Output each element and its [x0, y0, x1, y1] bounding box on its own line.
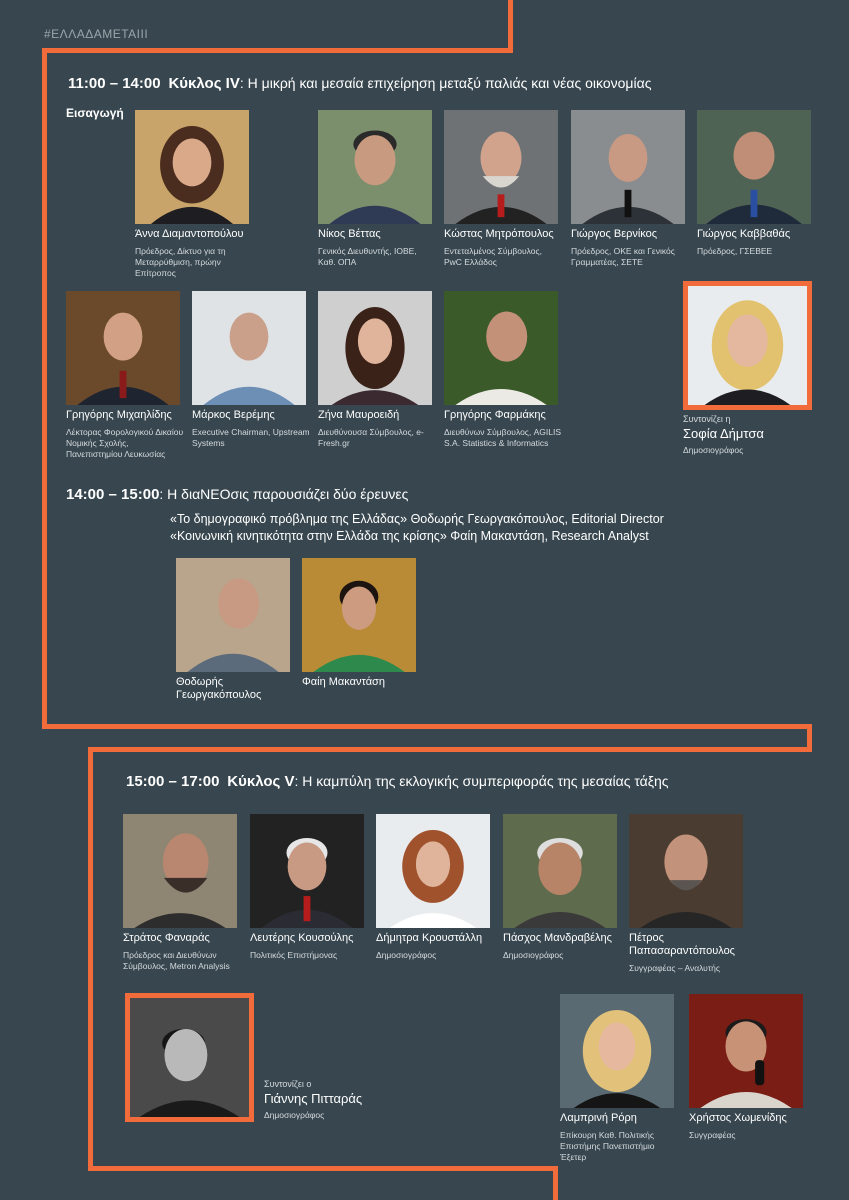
speaker-card: [302, 558, 420, 689]
speaker-photo: [689, 994, 803, 1108]
survey-time: 14:00 – 15:00: [66, 486, 160, 503]
speaker-name: Πέτρος Παπασαραντόπουλος: [629, 932, 735, 957]
speaker-card: [123, 814, 241, 972]
speaker-photo: [560, 994, 674, 1108]
speaker-role: Διευθύνουσα Σύμβουλος, e-Fresh.gr: [318, 427, 424, 448]
speaker-photo: [629, 814, 743, 928]
speaker-card: [318, 291, 436, 449]
moderator-info: [683, 414, 764, 455]
frame-bottom-vertical: [553, 1166, 558, 1200]
speaker-photo: [376, 814, 490, 928]
speaker-card: [689, 994, 807, 1141]
speaker-name: Λευτέρης Κουσούλης: [250, 932, 354, 944]
speaker-name: Πάσχος Μανδραβέλης: [503, 932, 612, 944]
moderator-role: Δημοσιογράφος: [264, 1110, 325, 1120]
speaker-card: [503, 814, 621, 961]
speaker-card: [444, 110, 562, 268]
speaker-role: Επίκουρη Καθ. Πολιτικής Επιστήμης Πανεπιστήμιο Έξετερ: [560, 1130, 655, 1162]
moderator-info: [264, 1079, 362, 1120]
speaker-name: Νίκος Βέττας: [318, 228, 381, 240]
speaker-card: [697, 110, 815, 257]
speaker-card: [629, 814, 747, 974]
moderator-name: Σοφία Δήμτσα: [683, 426, 764, 441]
frame-top-vertical: [508, 0, 513, 52]
speaker-photo: [571, 110, 685, 224]
speaker-card: [135, 110, 253, 279]
speaker-card: [560, 994, 678, 1163]
frame-top-horizontal: [42, 48, 513, 53]
moderator-photo: [125, 993, 254, 1122]
speaker-role: Πρόεδρος, Δίκτυο για τη Μεταρρύθμιση, πρώην Επίτροπος: [135, 246, 226, 278]
speaker-name: Χρήστος Χωμενίδης: [689, 1112, 787, 1124]
speaker-photo: [250, 814, 364, 928]
speaker-role: Συγγραφέας: [689, 1130, 736, 1140]
moderator-role: Δημοσιογράφος: [683, 445, 744, 455]
frame-top-2: [88, 747, 812, 752]
session5-cycle: Κύκλος V: [227, 773, 295, 790]
speaker-card: [192, 291, 310, 449]
speaker-role: Εντεταλμένος Σύμβουλος, PwC Ελλάδος: [444, 246, 542, 267]
speaker-name: Άννα Διαμαντοπούλου: [135, 228, 244, 240]
speaker-role: Δημοσιογράφος: [376, 950, 437, 960]
speaker-role: Πολιτικός Επιστήμονας: [250, 950, 338, 960]
speaker-role: Γενικός Διευθυντής, ΙΟΒΕ, Καθ. ΟΠΑ: [318, 246, 417, 267]
moderator-label: Συντονίζει η: [683, 414, 731, 424]
speaker-card: [176, 558, 294, 702]
speaker-role: Συγγραφέας – Αναλυτής: [629, 963, 721, 973]
speaker-card: [250, 814, 368, 961]
speaker-card: [376, 814, 494, 961]
speaker-photo: [192, 291, 306, 405]
speaker-role: Λέκτορας Φορολογικού Δικαίου Νομικής Σχολής, Πανεπιστημίου Λευκωσίας: [66, 427, 184, 459]
speaker-role: Executive Chairman, Upstream Systems: [192, 427, 310, 448]
session4-time: 11:00 – 14:00: [68, 75, 161, 92]
speaker-card: [66, 291, 184, 460]
frame-bottom-1: [42, 724, 812, 729]
speaker-name: Κώστας Μητρόπουλος: [444, 228, 554, 240]
speaker-name: Στράτος Φαναράς: [123, 932, 210, 944]
speaker-card: [444, 291, 562, 449]
survey-line-2: «Κοινωνική κινητικότητα στην Ελλάδα της κρίσης» Φαίη Μακαντάση, Research Analyst: [170, 529, 649, 543]
speaker-photo: [123, 814, 237, 928]
speaker-name: Γρηγόρης Μιχαηλίδης: [66, 409, 172, 421]
frame-left-1: [42, 48, 47, 728]
speaker-role: Πρόεδρος, ΟΚΕ και Γενικός Γραμματέας, ΣΕΤΕ: [571, 246, 675, 267]
speaker-name: Φαίη Μακαντάση: [302, 676, 385, 688]
speaker-name: Ζήνα Μαυροειδή: [318, 409, 400, 421]
speaker-role: Δημοσιογράφος: [503, 950, 564, 960]
speaker-photo: [444, 291, 558, 405]
session5-time: 15:00 – 17:00: [126, 773, 220, 790]
intro-label: Εισαγωγή: [66, 106, 124, 120]
moderator-photo: [683, 281, 812, 410]
moderator-name: Γιάννης Πιτταράς: [264, 1091, 363, 1106]
speaker-card: [571, 110, 689, 268]
frame-left-2: [88, 747, 93, 1171]
hashtag: #ΕΛΛΑΔΑΜΕΤΑIII: [44, 27, 149, 41]
speaker-photo: [302, 558, 416, 672]
session4-heading: [68, 75, 651, 92]
speaker-photo: [503, 814, 617, 928]
survey-line-1: «Το δημογραφικό πρόβλημα της Ελλάδας» Θοδωρής Γεωργακόπουλος, Editorial Director: [170, 512, 664, 526]
session5-heading: [126, 773, 669, 790]
speaker-photo: [176, 558, 290, 672]
survey-topic: : Η διαΝΕΟσις παρουσιάζει δύο έρευνες: [159, 486, 409, 502]
speaker-role: Πρόεδρος και Διευθύνων Σύμβουλος, Metron Analysis: [123, 950, 230, 971]
speaker-photo: [444, 110, 558, 224]
speaker-photo: [135, 110, 249, 224]
speaker-role: Πρόεδρος, ΓΣΕΒΕΕ: [697, 246, 773, 256]
frame-bottom-2: [88, 1166, 558, 1171]
survey-heading: [66, 486, 408, 503]
session4-topic: : Η μικρή και μεσαία επιχείρηση μεταξύ παλιάς και νέας οικονομίας: [239, 75, 652, 91]
speaker-name: Γιώργος Καββαθάς: [697, 228, 791, 240]
speaker-role: Διευθύνων Σύμβουλος, AGILIS S.A. Statistics & Informatics: [444, 427, 562, 448]
moderator-label: Συντονίζει ο: [264, 1079, 312, 1089]
session5-topic: : Η καμπύλη της εκλογικής συμπεριφοράς της μεσαίας τάξης: [294, 773, 669, 789]
speaker-name: Μάρκος Βερέμης: [192, 409, 275, 421]
speaker-photo: [66, 291, 180, 405]
speaker-name: Δήμητρα Κρουστάλλη: [376, 932, 483, 944]
speaker-name: Λαμπρινή Ρόρη: [560, 1112, 637, 1124]
speaker-photo: [318, 291, 432, 405]
speaker-name: Γρηγόρης Φαρμάκης: [444, 409, 546, 421]
session4-cycle: Κύκλος IV: [168, 75, 240, 92]
speaker-name: Γιώργος Βερνίκος: [571, 228, 658, 240]
speaker-name: Θοδωρής Γεωργακόπουλος: [176, 676, 262, 701]
speaker-photo: [318, 110, 432, 224]
speaker-photo: [697, 110, 811, 224]
speaker-card: [318, 110, 436, 268]
